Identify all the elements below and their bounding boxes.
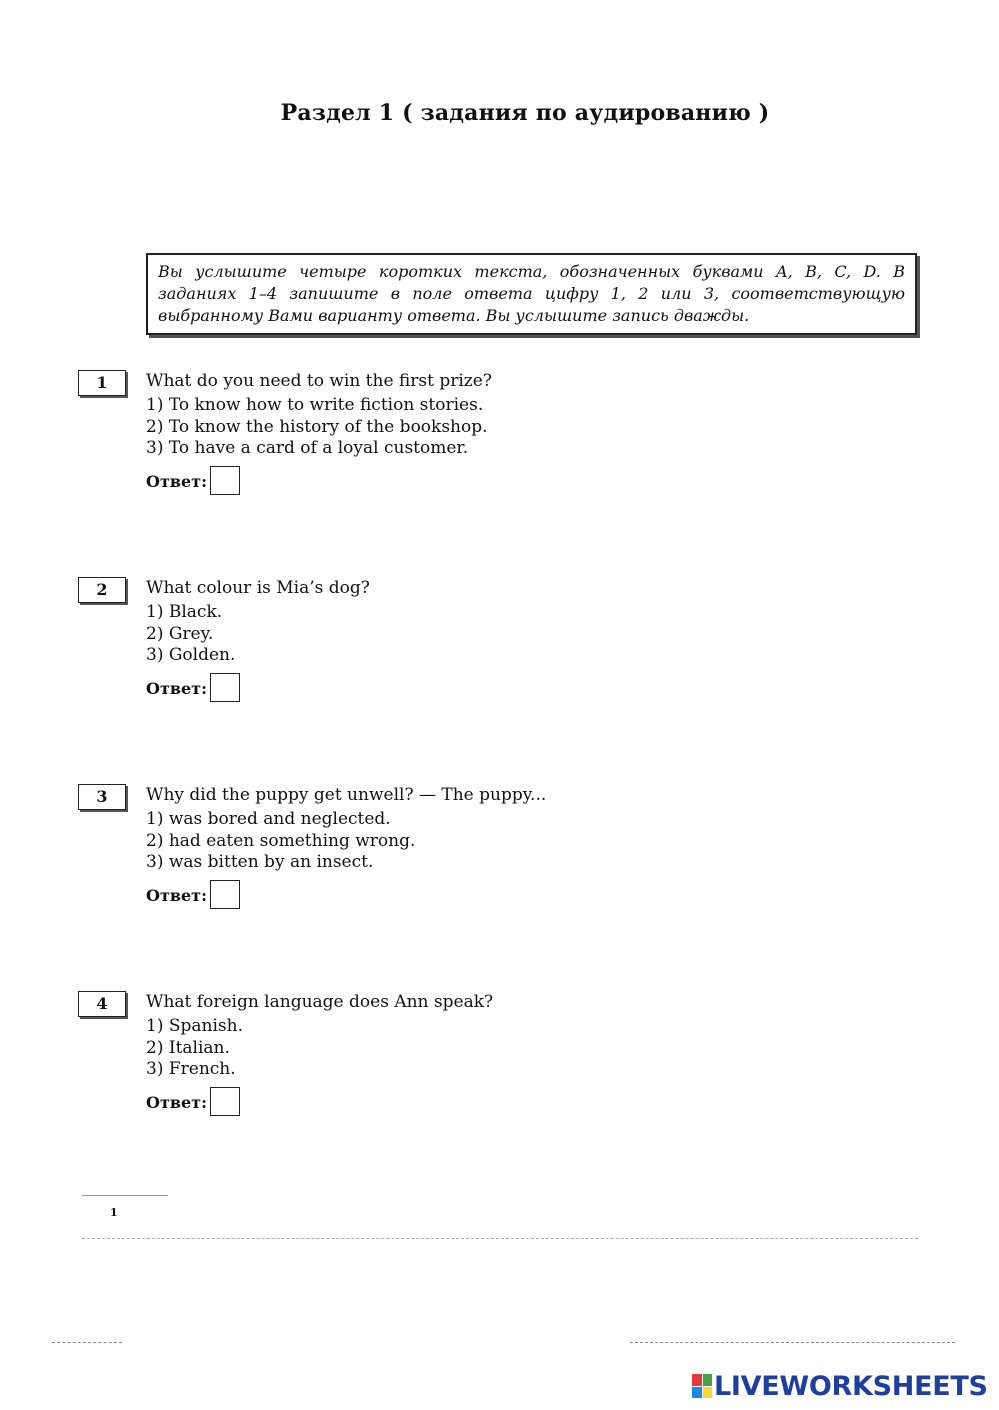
- logo-square-icon: [703, 1387, 713, 1399]
- footer-rule: [82, 1238, 918, 1239]
- task-number-box: 3: [78, 784, 126, 810]
- answer-input-4[interactable]: [210, 1087, 240, 1116]
- answer-input-1[interactable]: [210, 466, 240, 495]
- logo-square-icon: [692, 1387, 702, 1399]
- question-text: Why did the puppy get unwell? — The puppy...: [146, 785, 547, 805]
- option: 1) was bored and neglected.: [146, 809, 391, 829]
- brand-name: LIVEWORKSHEETS: [714, 1370, 988, 1402]
- question-text: What foreign language does Ann speak?: [146, 992, 494, 1012]
- answer-input-2[interactable]: [210, 673, 240, 702]
- option: 3) To have a card of a loyal customer.: [146, 438, 469, 458]
- answer-label: Ответ:: [146, 472, 207, 491]
- answer-label: Ответ:: [146, 1093, 207, 1112]
- question-text: What do you need to win the first prize?: [146, 371, 492, 391]
- option: 3) was bitten by an insect.: [146, 852, 374, 872]
- instructions-box: Вы услышите четыре коротких текста, обозначенных буквами A, B, C, D. В заданиях 1–4 запишите в поле ответа цифру 1, 2 или 3, соответствующую выбранному Вами варианту ответа. Вы услышите запись дважды.: [146, 253, 917, 335]
- task-4: [0, 991, 999, 1151]
- option: 2) To know the history of the bookshop.: [146, 416, 488, 437]
- task-number-box: 1: [78, 370, 126, 396]
- scan-artifact-line: [52, 1342, 122, 1343]
- task-3: [0, 784, 999, 944]
- task-1: [0, 370, 999, 530]
- options-list: [146, 395, 488, 460]
- answer-label: Ответ:: [146, 679, 207, 698]
- option: 2) Italian.: [146, 1037, 230, 1058]
- option: 3) French.: [146, 1059, 236, 1079]
- options-list: [146, 1016, 243, 1081]
- option: 2) had eaten something wrong.: [146, 830, 416, 851]
- task-2: [0, 577, 999, 737]
- scan-artifact-line: [630, 1342, 955, 1343]
- option: 2) Grey.: [146, 623, 214, 644]
- footer-divider: [82, 1195, 168, 1196]
- option: 1) To know how to write fiction stories.: [146, 395, 484, 415]
- answer-input-3[interactable]: [210, 880, 240, 909]
- option: 1) Spanish.: [146, 1016, 243, 1036]
- question-text: What colour is Mia’s dog?: [146, 578, 370, 598]
- options-list: [146, 809, 415, 874]
- task-number-box: 2: [78, 577, 126, 603]
- logo-square-icon: [703, 1374, 713, 1386]
- liveworksheets-logo-icon: [692, 1374, 712, 1398]
- answer-label: Ответ:: [146, 886, 207, 905]
- page-number: 1: [110, 1206, 118, 1219]
- task-number-box: 4: [78, 991, 126, 1017]
- option: 3) Golden.: [146, 645, 236, 665]
- logo-square-icon: [692, 1374, 702, 1386]
- page-title: Раздел 1 ( задания по аудированию ): [280, 100, 770, 126]
- liveworksheets-brand: [692, 1370, 988, 1402]
- option: 1) Black.: [146, 602, 223, 622]
- options-list: [146, 602, 235, 667]
